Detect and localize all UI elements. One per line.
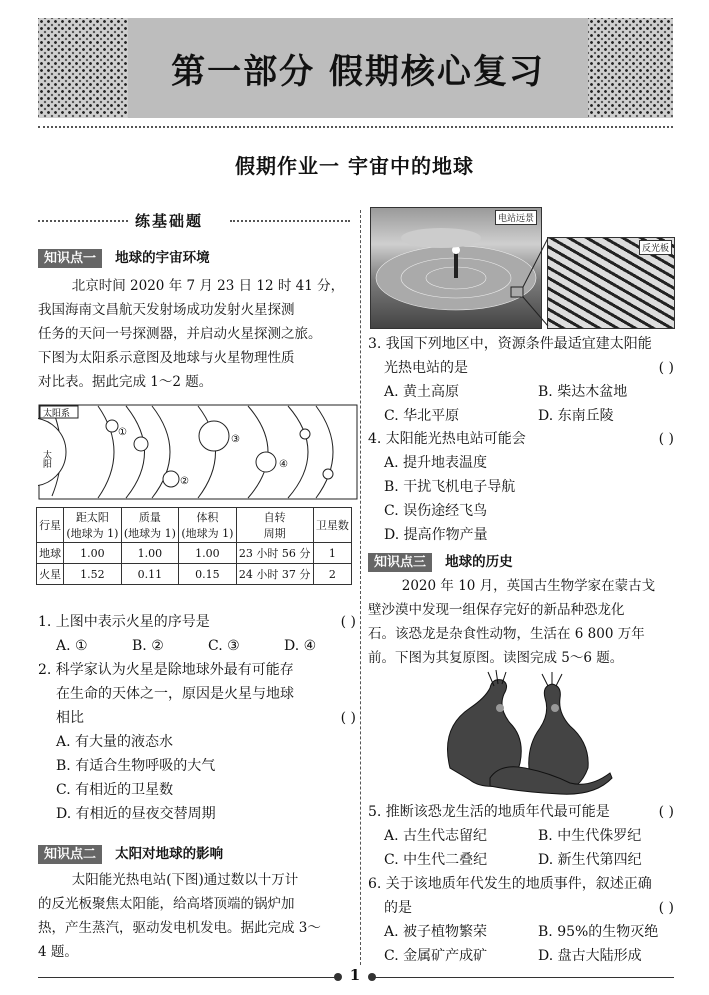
answer-bracket: ( ): [658, 804, 674, 820]
question-stem: 3. 我国下列地区中，资源条件最适宜建太阳能: [368, 336, 652, 352]
table-header: [236, 508, 313, 543]
table-cell: 1: [313, 543, 351, 564]
header-text: 卫星数: [315, 519, 349, 532]
text-line: 石。该恐龙是杂食性动物，生活在 6 800 万年: [368, 626, 645, 642]
banner-pattern-left: [38, 18, 128, 118]
banner-pattern-right: [588, 18, 673, 118]
option: B. 有适合生物呼吸的大气: [56, 758, 216, 774]
table-cell: 地球: [37, 543, 64, 564]
banner: [128, 18, 588, 118]
table-header: [313, 508, 351, 543]
knowledge-point-1: [38, 246, 210, 266]
diagram-mark-4: ④: [279, 459, 288, 470]
header-text: 体积: [196, 511, 219, 524]
header-text: 质量: [138, 511, 161, 524]
answer-bracket: ( ): [658, 360, 674, 376]
table-cell: 1.00: [179, 543, 236, 564]
table-cell: 火星: [37, 564, 64, 585]
knowledge-title: 太阳对地球的影响: [115, 846, 224, 862]
answer-bracket: ( ): [340, 614, 356, 630]
option: D. 有相近的昼夜交替周期: [56, 806, 216, 822]
table-row: [37, 543, 352, 564]
option: D. 提高作物产量: [384, 527, 488, 543]
option: A. ①: [56, 638, 88, 654]
text-line: 2020 年 10 月，英国古生物学家在蒙古戈: [401, 578, 656, 594]
footer-rule-left: [38, 977, 338, 978]
text-line: 我国海南文昌航天发射场成功发射火星探测: [38, 302, 295, 318]
table-row: [37, 564, 352, 585]
text-line: 太阳能光热电站(下图)通过数以十万计: [71, 872, 299, 888]
knowledge-point-3: [368, 550, 513, 570]
question-1: [38, 610, 356, 658]
text-line: 对比表。据此完成 1～2 题。: [38, 374, 213, 390]
dinosaur-illustration: [430, 668, 620, 798]
option: A. 有大量的液态水: [56, 734, 174, 750]
table-header-row: [37, 508, 352, 543]
knowledge-tag: 知识点二: [38, 845, 102, 864]
sun-label: 太阳: [41, 450, 51, 468]
option: B. 95%的生物灭绝: [538, 924, 659, 940]
header-text: 周期: [263, 527, 286, 540]
planet-table: [36, 507, 352, 585]
question-2: [38, 658, 356, 826]
section-label-text: 练基础题: [135, 212, 204, 230]
question-4: [368, 427, 674, 547]
text-line: 的反光板聚焦太阳能，给高塔顶端的锅炉加: [38, 896, 295, 912]
answer-bracket: ( ): [340, 710, 356, 726]
header-text: 行星: [39, 519, 62, 532]
question-stem: 相比: [56, 710, 84, 726]
text-line: 热，产生蒸汽，驱动发电机发电。据此完成 3～: [38, 920, 321, 936]
mirror-panel-photo: [547, 237, 675, 329]
diagram-mark-2: ②: [180, 476, 189, 487]
question-stem: 5. 推断该恐龙生活的地质年代最可能是: [368, 804, 610, 820]
table-header: [121, 508, 178, 543]
header-text: (地球为 1): [66, 527, 119, 540]
section-rule-right: [230, 220, 350, 222]
option: A. 古生代志留纪: [384, 828, 488, 844]
knowledge-tag: 知识点三: [368, 553, 432, 572]
question-stem: 在生命的天体之一，原因是火星与地球: [56, 686, 294, 702]
column-divider: [360, 210, 361, 965]
question-stem: 2. 科学家认为火星是除地球外最有可能存: [38, 662, 294, 678]
option: C. 华北平原: [384, 408, 460, 424]
question-3: [368, 332, 674, 428]
table-cell: 23 小时 56 分: [236, 543, 313, 564]
photo-callout-lines: [510, 237, 550, 327]
diagram-frame-label: 太阳系: [43, 409, 71, 419]
question-stem: 6. 关于该地质年代发生的地质事件，叙述正确: [368, 876, 652, 892]
option: C. ③: [208, 638, 240, 654]
banner-divider: [38, 126, 673, 128]
knowledge-tag: 知识点一: [38, 249, 102, 268]
text-line: 任务的天问一号探测器，并启动火星探测之旅。: [38, 326, 322, 342]
header-text: 自转: [263, 511, 286, 524]
table-cell: 0.15: [179, 564, 236, 585]
option: C. 中生代二叠纪: [384, 852, 488, 868]
option: A. 黄土高原: [384, 384, 460, 400]
table-cell: 1.52: [64, 564, 121, 585]
option: C. 有相近的卫星数: [56, 782, 174, 798]
option: C. 金属矿产成矿: [384, 948, 488, 964]
text-line: 前。下图为其复原图。读图完成 5～6 题。: [368, 650, 624, 666]
table-cell: 2: [313, 564, 351, 585]
knowledge-title: 地球的历史: [445, 554, 513, 570]
table-cell: 24 小时 37 分: [236, 564, 313, 585]
page-number: 1: [349, 966, 361, 984]
option: A. 被子植物繁荣: [384, 924, 488, 940]
table-header: [37, 508, 64, 543]
option: B. 中生代侏罗纪: [538, 828, 642, 844]
photo-label-panel: 反光板: [639, 240, 672, 255]
answer-bracket: ( ): [658, 431, 674, 447]
question-stem: 的是: [384, 900, 412, 916]
option: B. ②: [132, 638, 164, 654]
table-header: [64, 508, 121, 543]
header-text: (地球为 1): [181, 527, 234, 540]
header-text: (地球为 1): [123, 527, 176, 540]
text-line: 北京时间 2020 年 7 月 23 日 12 时 41 分，: [71, 278, 345, 294]
question-6: [368, 872, 674, 968]
question-stem: 1. 上图中表示火星的序号是: [38, 614, 210, 630]
table-cell: 1.00: [64, 543, 121, 564]
photo-label-far: 电站远景: [495, 210, 537, 225]
table-header: [179, 508, 236, 543]
option: A. 提升地表温度: [384, 455, 488, 471]
text-line: 下图为太阳系示意图及地球与火星物理性质: [38, 350, 295, 366]
option: D. 东南丘陵: [538, 408, 614, 424]
diagram-mark-3: ③: [231, 434, 240, 445]
text-line: 壁沙漠中发现一组保存完好的新品种恐龙化: [368, 602, 625, 618]
option: D. 盘古大陆形成: [538, 948, 642, 964]
intro-paragraph-2: [38, 868, 358, 964]
question-5: [368, 800, 674, 872]
table-cell: 1.00: [121, 543, 178, 564]
text-line: 4 题。: [38, 944, 78, 960]
banner-title: 第一部分 假期核心复习: [171, 51, 545, 92]
intro-paragraph-3: [368, 574, 674, 670]
option: D. ④: [284, 638, 317, 654]
section-label: [135, 210, 203, 231]
page-title: 假期作业一 宇宙中的地球: [235, 154, 474, 178]
knowledge-title: 地球的宇宙环境: [115, 250, 210, 266]
question-stem: 光热电站的是: [384, 360, 468, 376]
header-text: 距太阳: [75, 511, 109, 524]
option: D. 新生代第四纪: [538, 852, 642, 868]
solar-system-diagram: [38, 404, 358, 500]
question-stem: 4. 太阳能光热电站可能会: [368, 431, 526, 447]
knowledge-point-2: [38, 842, 223, 862]
option: B. 柴达木盆地: [538, 384, 628, 400]
diagram-mark-1: ①: [118, 427, 127, 438]
intro-paragraph-1: [38, 274, 358, 394]
footer-rule-right: [372, 977, 674, 978]
section-rule-left: [38, 220, 128, 222]
answer-bracket: ( ): [658, 900, 674, 916]
option: C. 误伤途经飞鸟: [384, 503, 488, 519]
footer-dot-left: [334, 973, 342, 981]
option: B. 干扰飞机电子导航: [384, 479, 516, 495]
table-cell: 0.11: [121, 564, 178, 585]
